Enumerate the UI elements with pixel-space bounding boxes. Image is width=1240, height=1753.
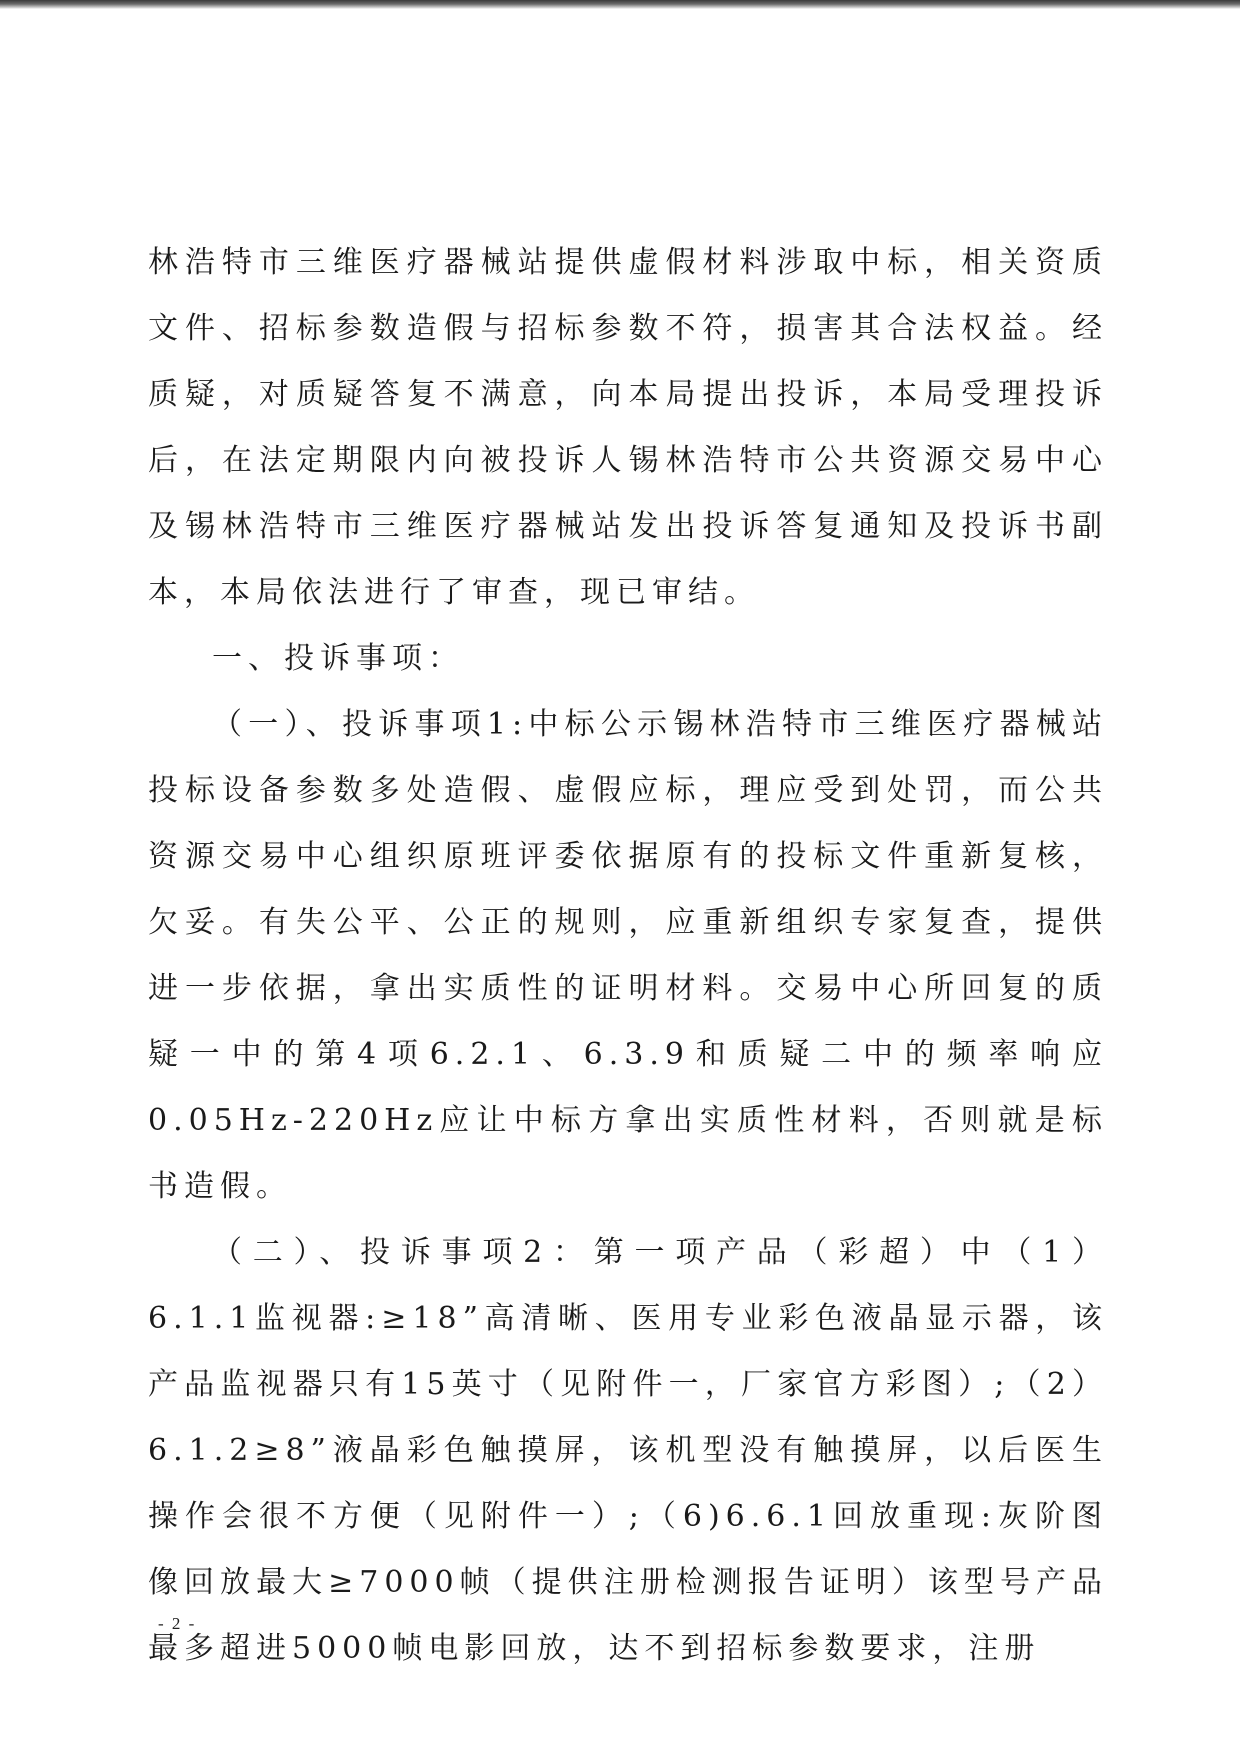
scan-top-edge xyxy=(0,0,1240,9)
document-body xyxy=(148,230,1108,1682)
section-heading: 一、投诉事项： xyxy=(212,641,464,676)
continuation-paragraph: 林浩特市三维医疗器械站提供虚假材料涉取中标，相关资质文件、招标参数造假与招标参数不符，损害其合法权益。经质疑，对质疑答复不满意，向本局提出投诉，本局受理投诉后，在法定期限内向被投诉人锡林浩特市公共资源交易中心及锡林浩特市三维医疗器械站发出投诉答复通知及投诉书副本，本局依法进行了审查，现已审结。 xyxy=(148,245,1108,610)
complaint-item-1: （一）、投诉事项1:中标公示锡林浩特市三维医疗器械站投标设备参数多处造假、虚假应标，理应受到处罚，而公共资源交易中心组织原班评委依据原有的投标文件重新复核，欠妥。有失公平、公正的规则，应重新组织专家复查，提供进一步依据，拿出实质性的证明材料。交易中心所回复的质疑一中的第4项6.2.1、6.3.9和质疑二中的频率响应0.05Hz-220Hz应让中标方拿出实质性材料，否则就是标书造假。 xyxy=(148,707,1108,1204)
complaint-item-2: （二）、投诉事项2：第一项产品（彩超）中（1）6.1.1监视器:≥18”高清晰、医用专业彩色液晶显示器，该产品监视器只有15英寸（见附件一，厂家官方彩图）;（2）6.1.2≥8”液晶彩色触摸屏，该机型没有触摸屏，以后医生操作会很不方便（见附件一）;（6)6.6.1回放重现:灰阶图像回放最大≥7000帧（提供注册检测报告证明）该型号产品最多超进5000帧电影回放，达不到招标参数要求，注册 xyxy=(148,1235,1108,1666)
page-number: - 2 - xyxy=(158,1614,197,1633)
